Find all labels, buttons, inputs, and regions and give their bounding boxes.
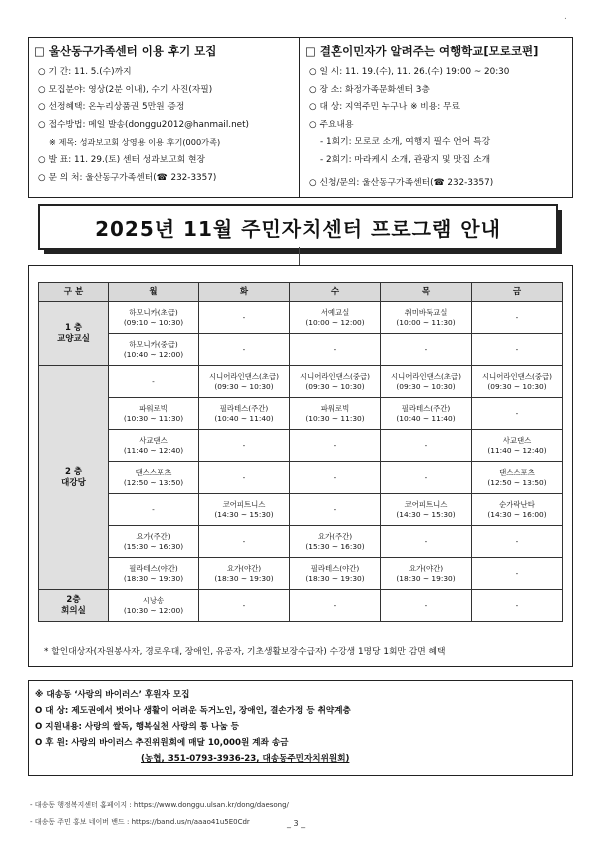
schedule-cell — [381, 590, 472, 622]
schedule-cell — [199, 430, 290, 462]
cell-text: 하모니카(중급) (10:40 ~ 12:00) — [123, 339, 184, 359]
program-banner — [38, 204, 558, 250]
cell-text: - — [424, 536, 428, 546]
schedule-cell — [290, 430, 381, 462]
discount-note: * 할인대상자(자원봉사자, 경로우대, 장애인, 유공자, 기초생활보장수급자) 수강생 1명당 1회만 감면 혜택 — [44, 647, 446, 657]
cell-text: - — [424, 472, 428, 482]
header-category: 구 분 — [39, 283, 109, 302]
schedule-cell — [381, 334, 472, 366]
cell-text: 코어피트니스 (14:30 ~ 15:30) — [214, 499, 274, 519]
cell-text: - — [333, 472, 337, 482]
cell-text: - — [242, 472, 246, 482]
schedule-cell — [472, 366, 563, 398]
cell-text: - — [515, 568, 519, 578]
cell-text: - — [515, 408, 519, 418]
cell-text: - — [242, 440, 246, 450]
cell-text: - — [242, 536, 246, 546]
info-line: ○ 문 의 처: 울산동구가족센터(☎ 232-3357) — [38, 173, 217, 183]
info-line: ○ 접수방법: 메일 발송(donggu2012@hanmail.net) — [38, 120, 249, 130]
info-line: ○ 신청/문의: 울산동구가족센터(☎ 232-3357) — [309, 178, 494, 188]
schedule-cell — [199, 558, 290, 590]
header-friday: 금 — [472, 283, 563, 302]
cell-text: - — [333, 504, 337, 514]
info-subline: - 2회기: 마라케시 소개, 관광지 및 맛집 소개 — [320, 155, 491, 165]
schedule-cell — [381, 366, 472, 398]
cell-text: 코어피트니스 (14:30 ~ 15:30) — [396, 499, 456, 519]
schedule-cell — [472, 494, 563, 526]
schedule-cell — [472, 334, 563, 366]
schedule-cell — [109, 590, 199, 622]
cell-text: 필라테스(야간) (18:30 ~ 19:30) — [305, 563, 365, 583]
info-line: ○ 기 간: 11. 5.(수)까지 — [38, 67, 132, 77]
cell-text: 요가(주간) (15:30 ~ 16:30) — [305, 531, 365, 551]
cell-text: - — [515, 344, 519, 354]
cell-text: - — [515, 536, 519, 546]
info-line: ○ 모집분야: 영상(2분 이내), 수기 사진(자필) — [38, 85, 213, 95]
cell-text: - — [424, 440, 428, 450]
table-row — [39, 366, 563, 398]
cell-text: - — [242, 312, 246, 322]
info-line: ○ 발 표: 11. 29.(토) 센터 성과보고회 현장 — [38, 155, 206, 165]
travel-school-panel — [299, 37, 573, 198]
table-row — [39, 334, 563, 366]
table-row — [39, 526, 563, 558]
schedule-cell — [290, 558, 381, 590]
panel-title: □ 울산동구가족센터 이용 후기 모집 — [34, 44, 217, 58]
band-link[interactable]: - 대송동 주민 홍보 네이버 밴드 : https://band.us/n/aaao41u5E0Cdr — [30, 818, 250, 826]
schedule-cell — [109, 526, 199, 558]
banner-title: 2025년 11월 주민자치센터 프로그램 안내 — [95, 216, 501, 241]
cell-text: 필라테스(주간) (10:40 ~ 11:40) — [396, 403, 456, 423]
info-subline: - 1회기: 모로코 소개, 여행지 필수 언어 특강 — [320, 137, 491, 147]
corner-mark: . — [564, 12, 567, 22]
cell-text: - — [152, 504, 155, 514]
section-floor1 — [39, 302, 109, 366]
schedule-cell — [290, 334, 381, 366]
family-center-review-panel — [28, 37, 300, 198]
schedule-cell — [109, 494, 199, 526]
schedule-cell — [109, 302, 199, 334]
table-row — [39, 558, 563, 590]
info-line: ○ 일 시: 11. 19.(수), 11. 26.(수) 19:00 ~ 20:30 — [309, 67, 510, 77]
info-line: ○ 선정혜택: 온누리상품권 5만원 증정 — [38, 102, 185, 112]
table-row — [39, 494, 563, 526]
cell-text: 요가(야간) (18:30 ~ 19:30) — [396, 563, 456, 583]
table-row — [39, 590, 563, 622]
schedule-cell — [381, 494, 472, 526]
cell-text: - — [515, 600, 519, 610]
table-row — [39, 398, 563, 430]
sponsor-line: O 지원내용: 사랑의 쌀독, 행복실천 사랑의 통 나눔 등 — [35, 722, 239, 732]
table-header-row — [39, 283, 563, 302]
schedule-cell — [472, 302, 563, 334]
schedule-cell — [199, 462, 290, 494]
cell-text: - — [424, 600, 428, 610]
schedule-cell — [199, 334, 290, 366]
schedule-cell — [109, 334, 199, 366]
section-room: 대강당 — [61, 477, 86, 488]
header-monday: 월 — [109, 283, 199, 302]
schedule-cell — [290, 494, 381, 526]
schedule-cell — [290, 398, 381, 430]
cell-text: 요가(야간) (18:30 ~ 19:30) — [214, 563, 274, 583]
schedule-cell — [290, 590, 381, 622]
header-tuesday: 화 — [199, 283, 290, 302]
cell-text: 시니어라인댄스(중급) (09:30 ~ 10:30) — [481, 371, 553, 391]
schedule-cell — [472, 398, 563, 430]
cell-text: - — [333, 600, 337, 610]
schedule-cell — [472, 462, 563, 494]
table-row — [39, 462, 563, 494]
info-line: ○ 주요내용 — [309, 120, 354, 130]
schedule-cell — [381, 558, 472, 590]
sponsor-title: ※ 대송동 ‘사랑의 바이러스’ 후원자 모집 — [35, 690, 190, 700]
account-info: (농협, 351-0793-3936-23, 대송동주민자치위원회) — [141, 754, 350, 764]
cell-text: 파워로빅 (10:30 ~ 11:30) — [305, 403, 365, 423]
section-floor2 — [39, 366, 109, 590]
schedule-cell — [199, 526, 290, 558]
cell-text: - — [152, 376, 155, 386]
schedule-cell — [199, 302, 290, 334]
table-row — [39, 430, 563, 462]
cell-text: 시니어라인댄스(초급) (09:30 ~ 10:30) — [390, 371, 462, 391]
info-line: ○ 장 소: 화정가족문화센터 3층 — [309, 85, 430, 95]
schedule-cell — [290, 526, 381, 558]
cell-text: 시니어라인댄스(초급) (09:30 ~ 10:30) — [208, 371, 280, 391]
section-meeting-room — [39, 590, 109, 622]
schedule-cell — [109, 462, 199, 494]
panel-title: □ 결혼이민자가 알려주는 여행학교[모로코편] — [305, 44, 539, 58]
sponsor-line: O 후 원: 사랑의 바이러스 추진위원회에 매달 10,000원 계좌 송금 — [35, 738, 289, 748]
cell-text: 사교댄스 (11:40 ~ 12:40) — [487, 435, 547, 455]
cell-text: 시니어라인댄스(중급) (09:30 ~ 10:30) — [299, 371, 371, 391]
cell-text: 요가(주간) (15:30 ~ 16:30) — [123, 531, 184, 551]
section-floor: 2 층 — [64, 466, 83, 477]
schedule-cell — [109, 430, 199, 462]
schedule-cell — [199, 590, 290, 622]
schedule-cell — [290, 366, 381, 398]
section-room: 회의실 — [61, 605, 86, 616]
homepage-link[interactable]: - 대송동 행정복지센터 홈페이지 : https://www.donggu.ulsan.kr/dong/daesong/ — [30, 801, 289, 809]
page-number: _ 3 _ — [287, 819, 306, 828]
schedule-cell — [290, 462, 381, 494]
cell-text: - — [333, 440, 337, 450]
header-wednesday: 수 — [290, 283, 381, 302]
cell-text: 파워로빅 (10:30 ~ 11:30) — [123, 403, 184, 423]
cell-text: 하모니카(초급) (09:10 ~ 10:30) — [123, 307, 184, 327]
table-row — [39, 302, 563, 334]
schedule-cell — [109, 366, 199, 398]
schedule-cell — [199, 494, 290, 526]
cell-text: - — [424, 344, 428, 354]
cell-text: 댄스스포츠 (12:50 ~ 13:50) — [487, 467, 547, 487]
cell-text: 댄스스포츠 (12:50 ~ 13:50) — [123, 467, 184, 487]
cell-text: 필라테스(주간) (10:40 ~ 11:40) — [214, 403, 274, 423]
cell-text: 필라테스(야간) (18:30 ~ 19:30) — [123, 563, 184, 583]
cell-text: - — [242, 600, 246, 610]
schedule-cell — [472, 526, 563, 558]
cell-text: 서예교실 (10:00 ~ 12:00) — [305, 307, 365, 327]
section-floor: 2층 — [66, 594, 81, 605]
schedule-cell — [381, 430, 472, 462]
cell-text: 시낭송 (10:30 ~ 12:00) — [123, 595, 184, 615]
schedule-cell — [381, 526, 472, 558]
cell-text: 취미바둑교실 (10:00 ~ 11:30) — [396, 307, 456, 327]
cell-text: - — [333, 344, 337, 354]
schedule-cell — [199, 398, 290, 430]
info-note: ※ 제목: 성과보고회 상영용 이용 후기(000가족) — [49, 137, 221, 147]
divider-tick — [299, 247, 300, 265]
info-line: ○ 대 상: 지역주민 누구나 ※ 비용: 무료 — [309, 102, 461, 112]
schedule-cell — [381, 302, 472, 334]
cell-text: 순가락난타 (14:30 ~ 16:00) — [487, 499, 547, 519]
section-floor: 1 층 — [64, 322, 83, 333]
program-schedule-table — [38, 282, 563, 622]
schedule-cell — [109, 398, 199, 430]
section-room: 교양교실 — [57, 333, 90, 344]
cell-text: - — [242, 344, 246, 354]
schedule-cell — [472, 590, 563, 622]
schedule-cell — [381, 398, 472, 430]
schedule-cell — [109, 558, 199, 590]
sponsor-recruitment-box — [28, 680, 573, 776]
sponsor-line: O 대 상: 제도권에서 벗어나 생활이 어려운 독거노인, 장애인, 결손가정 등 취약계층 — [35, 706, 351, 716]
schedule-cell — [381, 462, 472, 494]
schedule-cell — [290, 302, 381, 334]
cell-text: - — [515, 312, 519, 322]
schedule-cell — [472, 558, 563, 590]
cell-text: 사교댄스 (11:40 ~ 12:40) — [123, 435, 184, 455]
header-thursday: 목 — [381, 283, 472, 302]
schedule-cell — [199, 366, 290, 398]
schedule-cell — [472, 430, 563, 462]
